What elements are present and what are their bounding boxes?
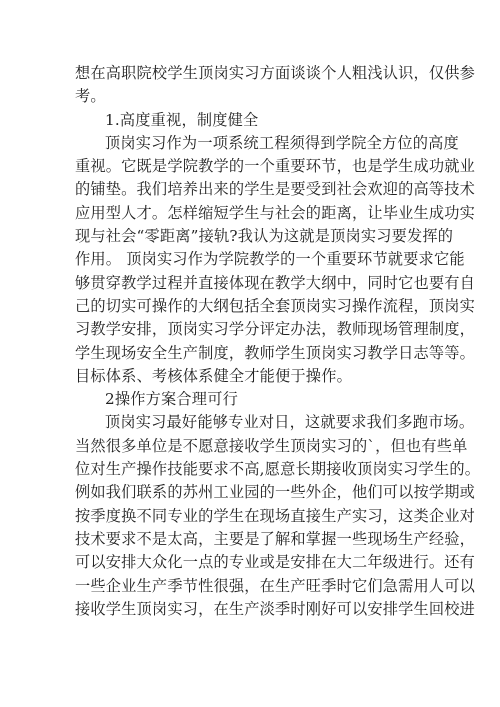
text-line: 2操作方案合理可行 [105,390,238,409]
text-line: 1.高度重视，制度健全 [105,110,259,129]
text-line: 作用。 顶岗实习作为学院教学的一个重要环节就要求它能 [75,250,465,269]
text-line: 目标体系、考核体系健全才能便于操作。 [75,366,352,385]
text-line: 按季度换不同专业的学生在现场直接生产实习，这类企业对 [75,506,476,525]
text-line: 够贯穿教学过程并直接体现在教学大纲中，同时它也要有自 [75,273,476,292]
text-line: 己的切实可操作的大纲包括全套顶岗实习操作流程，顶岗实 [75,296,476,315]
text-line: 习教学安排，顶岗实习学分评定办法，教师现场管理制度， [75,320,476,339]
text-line: 顶岗实习作为一项系统工程须得到学院全方位的高度 [105,133,459,152]
text-line: 例如我们联系的苏州工业园的一些外企，他们可以按学期或 [75,483,476,502]
text-line: 学生现场安全生产制度，教师学生顶岗实习教学日志等等。 [75,343,476,362]
text-line: 位对生产操作技能要求不高,愿意长期接收顶岗实习学生的。 [75,460,481,479]
text-line: 技术要求不是太高，主要是了解和掌握一些现场生产经验， [75,529,476,548]
document-page [75,62,481,621]
text-line: 重视。它既是学院教学的一个重要环节，也是学生成功就业 [75,157,476,176]
text-line: 当然很多单位是不愿意接收学生顶岗实习的`，但也有些单 [75,436,468,455]
text-line: 可以安排大众化一点的专业或是安排在大二年级进行。还有 [75,553,476,572]
text-line: 现与社会“零距离”接轨?我认为这就是顶岗实习要发挥的 [75,227,454,246]
text-line: 想在高职院校学生顶岗实习方面谈谈个人粗浅认识，仅供参 [75,64,476,82]
text-line: 的铺垫。我们培养出来的学生是要受到社会欢迎的高等技术 [75,180,476,199]
text-line: 顶岗实习最好能够专业对日，这就要求我们多跑市场。 [105,413,475,432]
text-line: 考。 [75,87,106,106]
text-line: 接收学生顶岗实习，在生产淡季时刚好可以安排学生回校进 [75,599,476,618]
text-line: 应用型人才。怎样缩短学生与社会的距离，让毕业生成功实 [75,203,476,222]
text-line: 一些企业生产季节性很强，在生产旺季时它们急需用人可以 [75,576,476,595]
